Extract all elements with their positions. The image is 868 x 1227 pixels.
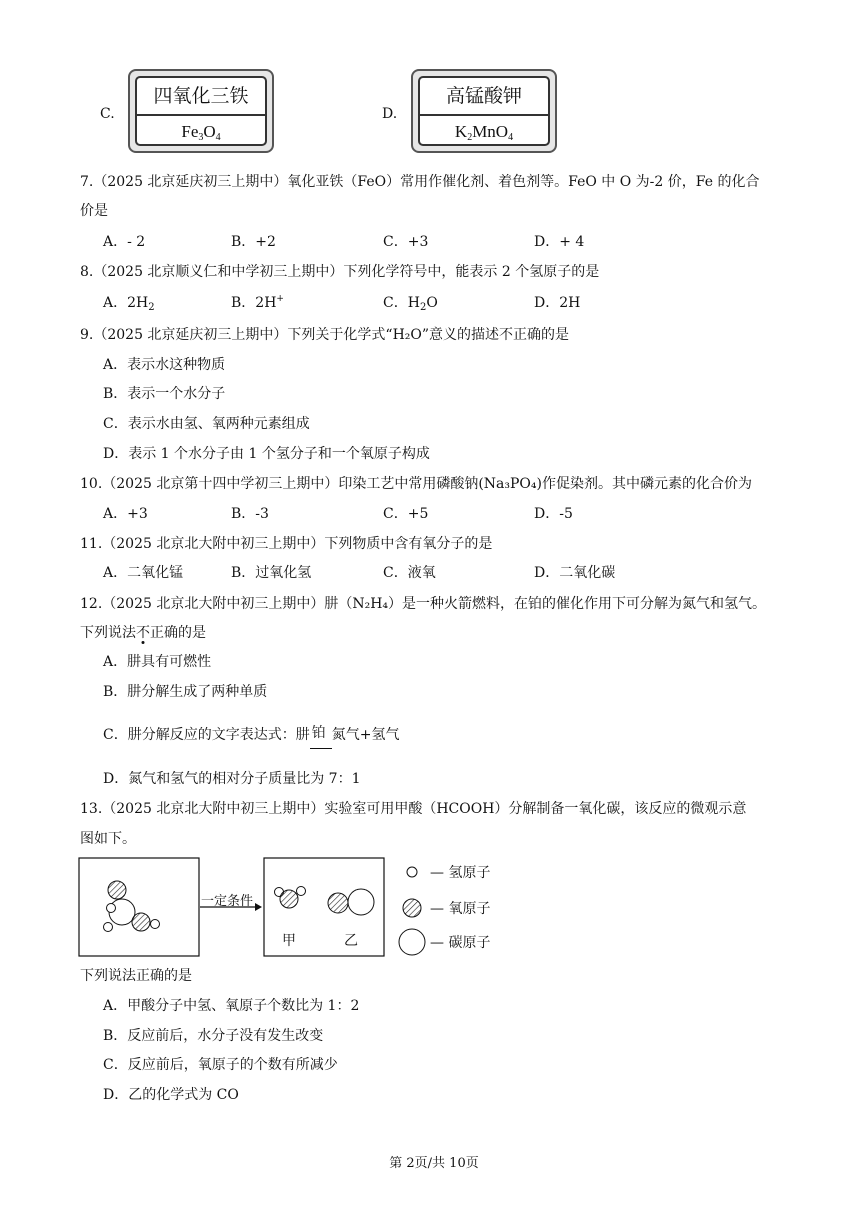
q13-option-c: C．反应前后，氧原子的个数有所减少 (103, 1057, 338, 1073)
q8-stem: 8.（2025 北京顺义仁和中学初三上期中）下列化学符号中，能表示 2 个氢原子的是 (80, 264, 600, 280)
product-b-label: 乙 (344, 933, 358, 949)
q11-option-a: A．二氧化锰 (103, 565, 184, 581)
q7-stem-line1: 7.（2025 北京延庆初三上期中）氧化亚铁（FeO）常用作催化剂、着色剂等。FeO 中 O 为-2 价，Fe 的化合 (80, 174, 760, 190)
q11-option-d: D．二氧化碳 (534, 565, 616, 581)
product-a-label: 甲 (282, 933, 296, 949)
reactant-box (79, 858, 199, 956)
q8-option-d: D．2H (534, 295, 581, 311)
carbon-atom (348, 889, 374, 915)
q9-stem: 9.（2025 北京延庆初三上期中）下列关于化学式“H₂O”意义的描述不正确的是 (80, 327, 570, 343)
q13-after-diagram: 下列说法正确的是 (80, 968, 192, 984)
q7-option-b: B．+2 (231, 234, 276, 250)
q11-stem: 11.（2025 北京北大附中初三上期中）下列物质中含有氧分子的是 (80, 536, 493, 552)
q11-option-b: B．过氧化氢 (231, 565, 312, 581)
option-c-name: 四氧化三铁 (137, 78, 265, 116)
option-c-formula: $Fe_3O_4$ (181, 122, 221, 143)
option-d-name: 高锰酸钾 (420, 78, 548, 116)
reaction-diagram (78, 856, 498, 958)
q9-option-d: D．表示 1 个水分子由 1 个氢分子和一个氧原子构成 (103, 446, 430, 462)
catalyst-label: 铂 (311, 725, 326, 741)
q12-option-d: D．氮气和氢气的相对分子质量比为 7：1 (103, 771, 361, 787)
q9-option-b: B．表示一个水分子 (103, 386, 226, 402)
option-c-label: C. (100, 106, 115, 122)
option-d-card (411, 69, 557, 153)
oxygen-atom (108, 881, 126, 899)
q8-option-a: A．$2H_2$ (103, 295, 155, 313)
q13-option-d: D．乙的化学式为 CO (103, 1087, 239, 1103)
q10-option-b: B．-3 (231, 506, 269, 522)
q7-option-d: D．+ 4 (534, 234, 585, 250)
q10-option-c: C．+5 (383, 506, 429, 522)
q9-option-c: C．表示水由氢、氧两种元素组成 (103, 416, 310, 432)
q13-option-b: B．反应前后，水分子没有发生改变 (103, 1028, 324, 1044)
legend-oxygen-label: — 氧原子 (430, 901, 491, 917)
legend-oxygen-atom (403, 899, 421, 917)
legend-carbon-atom (399, 929, 425, 955)
q8-option-c: C．$H_2O$ (383, 295, 438, 313)
legend-hydrogen-atom (407, 867, 417, 877)
option-c-card (128, 69, 274, 153)
hydrogen-atom (107, 904, 116, 913)
oxygen-atom (132, 913, 150, 931)
page-footer: 第 2页/共 10页 (389, 1156, 479, 1171)
hydrogen-atom (104, 923, 113, 932)
q10-stem: 10.（2025 北京第十四中学初三上期中）印染工艺中常用磷酸钠(Na₃PO₄)作促染剂。其中磷元素的化合价为 (80, 476, 752, 492)
reaction-arrow-line (310, 748, 332, 749)
q9-option-a: A．表示水这种物质 (103, 357, 226, 373)
reaction-condition: 一定条件 (201, 894, 254, 909)
q12-stem-line1: 12.（2025 北京北大附中初三上期中）肼（N₂H₄）是一种火箭燃料，在铂的催化作用下可分解为氮气和氢气。 (80, 596, 767, 612)
legend-hydrogen-label: — 氢原子 (430, 865, 491, 881)
q7-option-a: A．- 2 (103, 234, 146, 250)
hydrogen-atom (151, 920, 160, 929)
q13-option-a: A．甲酸分子中氢、氧原子个数比为 1：2 (103, 998, 360, 1014)
option-d-label: D. (382, 106, 398, 122)
q8-option-b: B．2H+ (231, 294, 284, 311)
hydrogen-atom (297, 887, 306, 896)
q10-option-d: D．-5 (534, 506, 573, 522)
oxygen-atom (280, 890, 298, 908)
q12-option-a: A．肼具有可燃性 (103, 654, 212, 670)
q12-option-c: C．肼分解反应的文字表达式：肼 铂 氮气+氢气 (103, 725, 399, 745)
option-d-formula: $K_2MnO_4$ (454, 122, 514, 143)
q10-option-a: A．+3 (103, 506, 148, 522)
q11-option-c: C．液氧 (383, 565, 436, 581)
q7-option-c: C．+3 (383, 234, 429, 250)
q7-stem-line2: 价是 (80, 203, 108, 219)
q12-option-b: B．肼分解生成了两种单质 (103, 684, 268, 700)
legend-carbon-label: — 碳原子 (430, 935, 491, 951)
q12-stem-line2: 下列说法不正确的是 (80, 625, 206, 641)
emphasis-dot-text: 不 (136, 625, 150, 641)
oxygen-atom (328, 893, 348, 913)
q13-stem-line2: 图如下。 (80, 831, 136, 847)
q13-stem-line1: 13.（2025 北京北大附中初三上期中）实验室可用甲酸（HCOOH）分解制备一氧化碳，该反应的微观示意 (80, 801, 747, 817)
arrow-head (255, 903, 262, 911)
